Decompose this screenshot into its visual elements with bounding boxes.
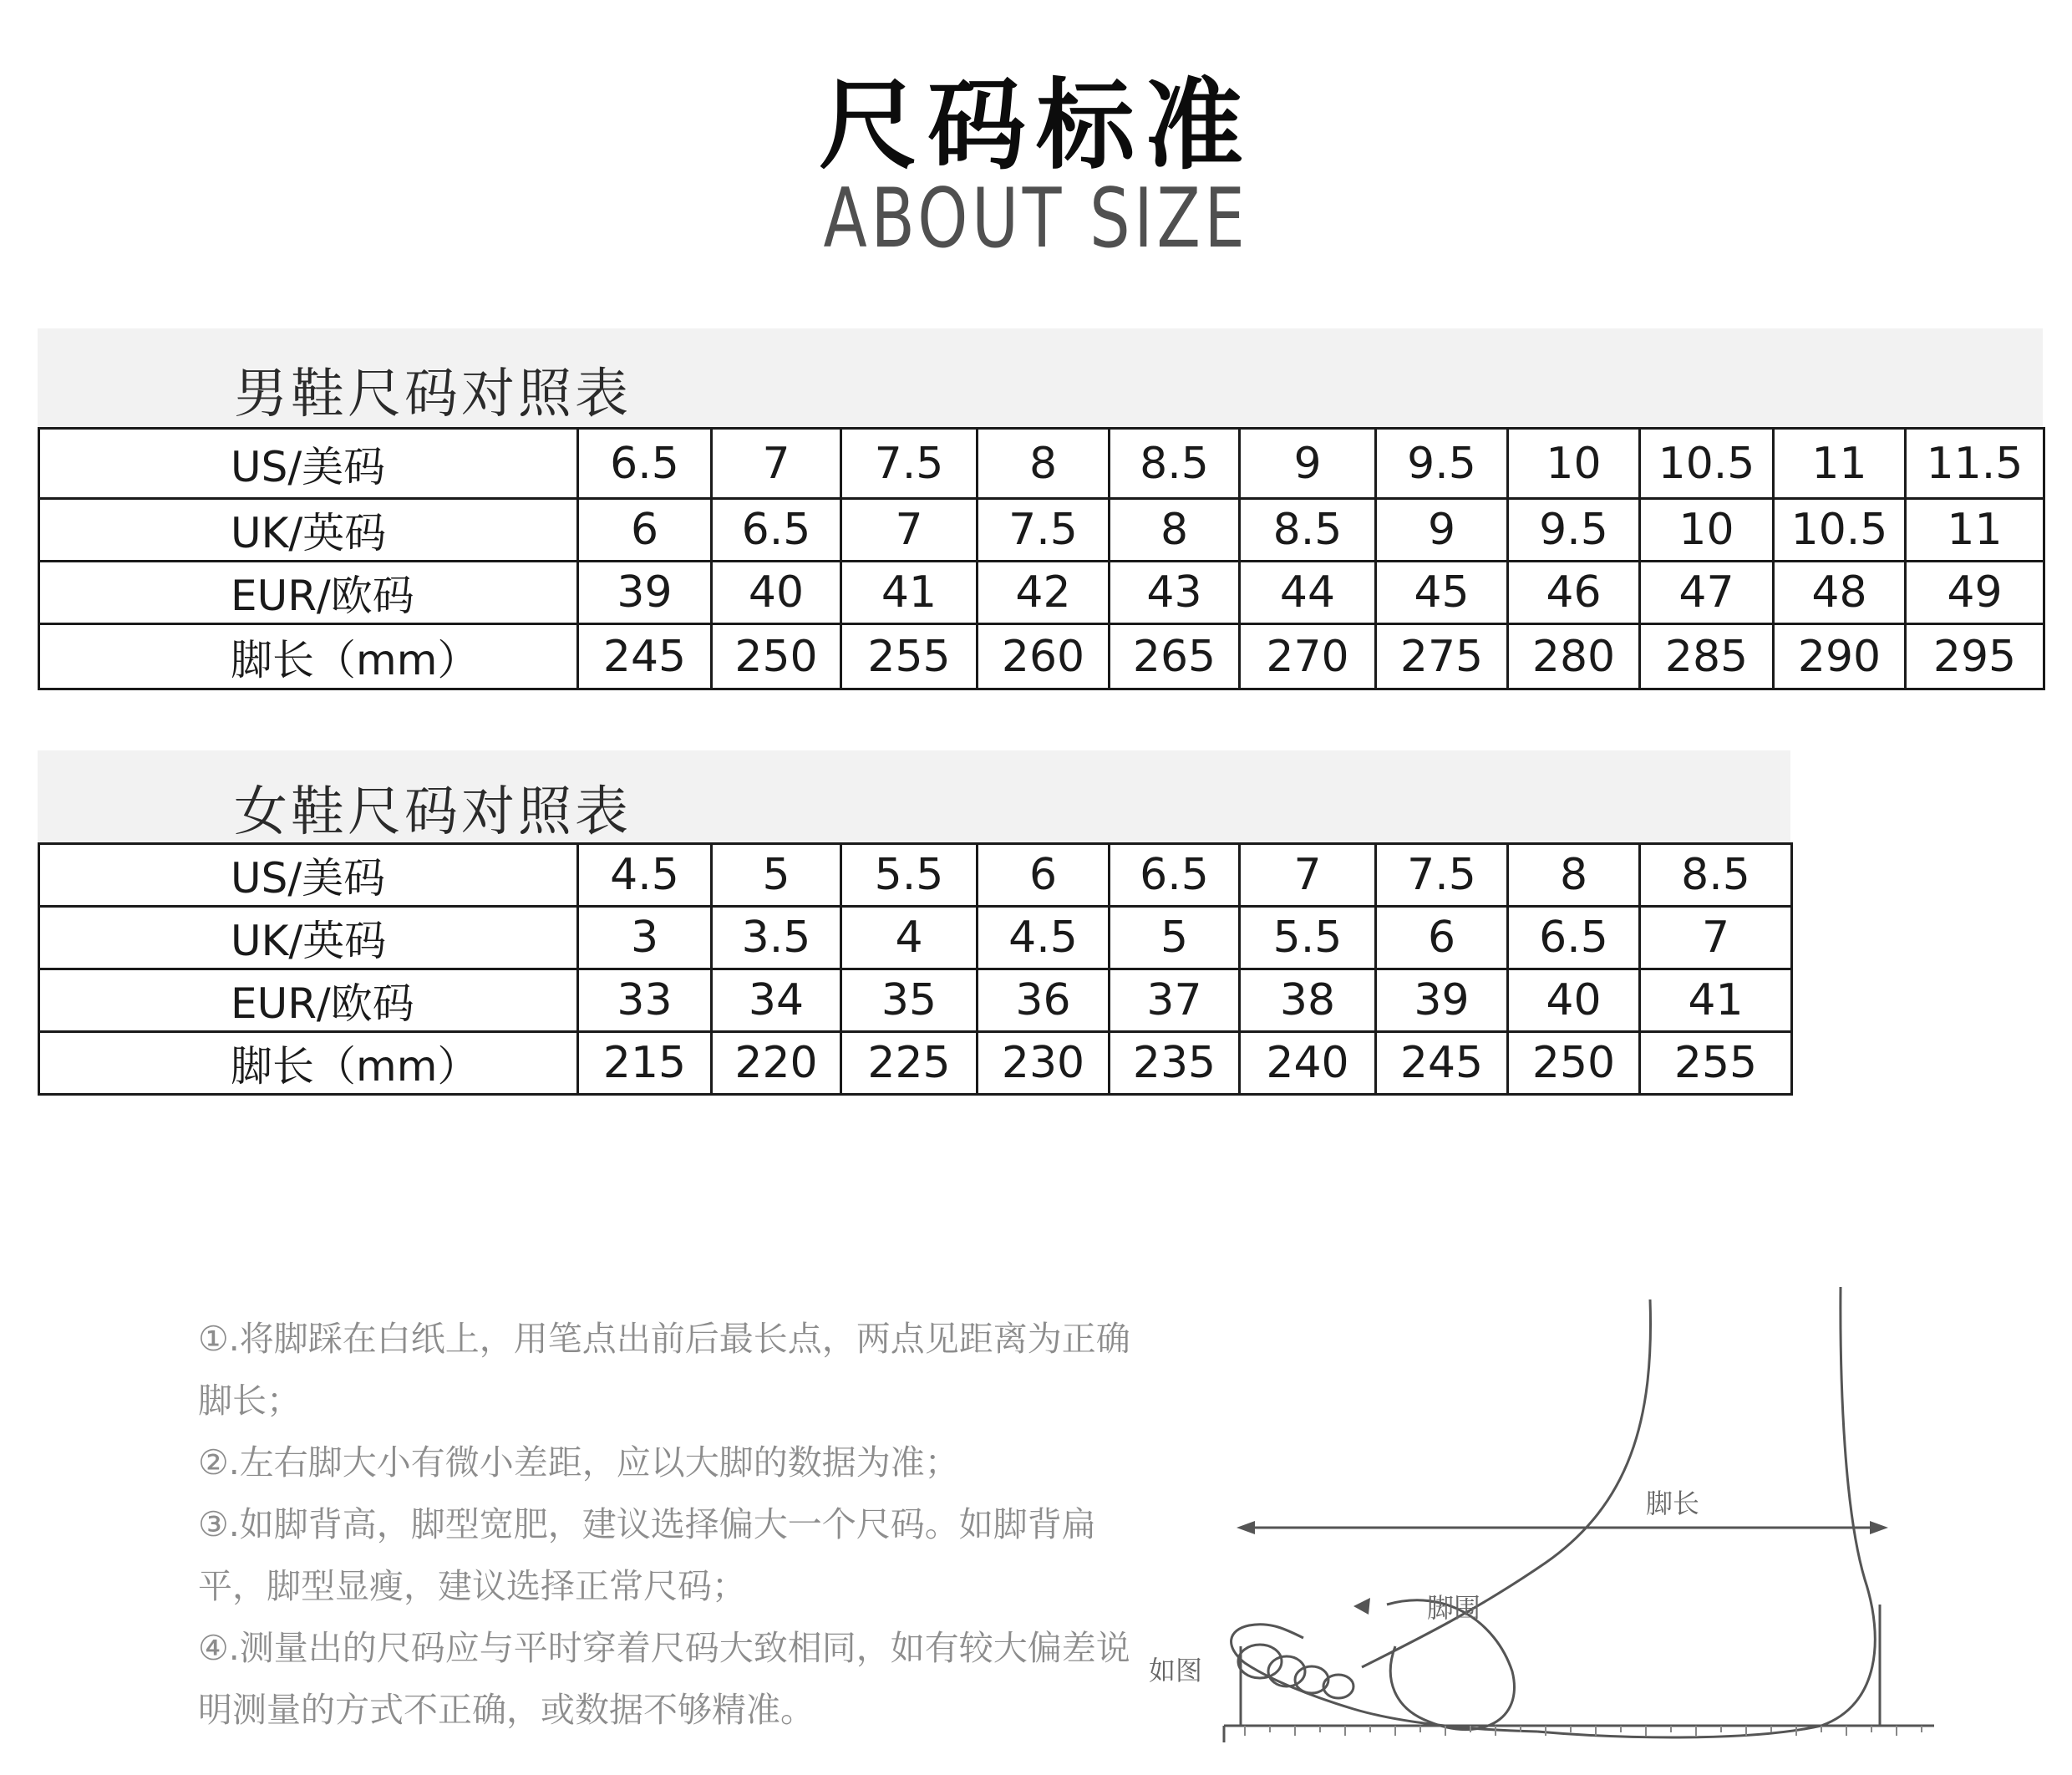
table-cell: 260 [978,624,1110,689]
table-cell: 230 [978,1032,1110,1095]
table-cell: 9 [1240,429,1376,499]
diagram-caption: 如图 [1149,1655,1203,1686]
girth-label: 脚围 [1427,1592,1481,1624]
table-cell: 43 [1110,562,1240,624]
men-size-table [38,427,2045,690]
table-cell: 9.5 [1508,499,1640,562]
table-cell: 6 [978,844,1110,907]
page-subtitle: ABOUT SIZE [823,171,1249,267]
table-cell: 9.5 [1376,429,1508,499]
table-cell: 5 [712,844,841,907]
table-cell: 275 [1376,624,1508,689]
table-cell: 5.5 [1240,907,1376,969]
table-cell: 6.5 [1508,907,1640,969]
table-cell: 10 [1508,429,1640,499]
row-header: UK/英码 [39,499,578,562]
table-row [39,499,2044,562]
table-cell: 36 [978,969,1110,1032]
page-title: 尺码标准 [818,68,1253,183]
table-cell: 6 [1376,907,1508,969]
table-cell: 250 [1508,1032,1640,1095]
table-cell: 34 [712,969,841,1032]
table-cell: 6.5 [712,499,841,562]
table-cell: 4.5 [578,844,712,907]
table-cell: 10 [1640,499,1774,562]
foot-measure-icon [1145,1287,1963,1755]
table-cell: 7.5 [841,429,978,499]
table-cell: 46 [1508,562,1640,624]
table-cell: 8.5 [1640,844,1792,907]
table-cell: 255 [1640,1032,1792,1095]
table-row [39,624,2044,689]
row-header: 脚长（mm） [39,1032,578,1095]
table-cell: 11 [1906,499,2044,562]
table-cell: 5 [1110,907,1240,969]
table-cell: 7 [841,499,978,562]
table-cell: 255 [841,624,978,689]
row-header: US/美码 [39,429,578,499]
table-cell: 7 [1240,844,1376,907]
table-cell: 235 [1110,1032,1240,1095]
table-cell: 6 [578,499,712,562]
table-cell: 8 [1110,499,1240,562]
table-cell: 11 [1774,429,1906,499]
table-cell: 220 [712,1032,841,1095]
row-header: 脚长（mm） [39,624,578,689]
table-cell: 5.5 [841,844,978,907]
table-cell: 8 [1508,844,1640,907]
length-label: 脚长 [1646,1488,1700,1519]
note-item: ①.将脚踩在白纸上，用笔点出前后最长点，两点见距离为正确脚长； [198,1319,1130,1421]
table-cell: 10.5 [1640,429,1774,499]
table-row [39,562,2044,624]
table-cell: 295 [1906,624,2044,689]
table-cell: 270 [1240,624,1376,689]
table-cell: 6.5 [578,429,712,499]
table-cell: 45 [1376,562,1508,624]
table-row [39,969,1792,1032]
table-cell: 37 [1110,969,1240,1032]
table-cell: 39 [1376,969,1508,1032]
table-cell: 3 [578,907,712,969]
table-cell: 285 [1640,624,1774,689]
table-cell: 225 [841,1032,978,1095]
row-header: UK/英码 [39,907,578,969]
table-cell: 48 [1774,562,1906,624]
table-cell: 44 [1240,562,1376,624]
table-cell: 40 [712,562,841,624]
table-cell: 4 [841,907,978,969]
table-cell: 7.5 [978,499,1110,562]
table-cell: 8.5 [1110,429,1240,499]
women-size-table [38,842,1793,1096]
row-header: EUR/欧码 [39,562,578,624]
table-cell: 47 [1640,562,1774,624]
table-row [39,844,1792,907]
table-cell: 245 [578,624,712,689]
note-item: ②.左右脚大小有微小差距，应以大脚的数据为准； [198,1442,959,1483]
table-cell: 11.5 [1906,429,2044,499]
measurement-notes [198,1308,1142,1741]
table-cell: 38 [1240,969,1376,1032]
table-cell: 240 [1240,1032,1376,1095]
table-cell: 35 [841,969,978,1032]
table-cell: 42 [978,562,1110,624]
table-row [39,1032,1792,1095]
table-cell: 265 [1110,624,1240,689]
table-cell: 7 [712,429,841,499]
table-cell: 41 [1640,969,1792,1032]
row-header: US/美码 [39,844,578,907]
table-cell: 39 [578,562,712,624]
men-table-caption: 男鞋尺码对照表 [234,364,632,425]
table-cell: 41 [841,562,978,624]
table-cell: 6.5 [1110,844,1240,907]
table-cell: 290 [1774,624,1906,689]
women-table-caption: 女鞋尺码对照表 [234,781,632,843]
note-item: ③.如脚背高，脚型宽肥，建议选择偏大一个尺码。如脚背扁平，脚型显瘦，建议选择正常尺码； [198,1504,1096,1606]
table-row [39,907,1792,969]
table-cell: 10.5 [1774,499,1906,562]
table-cell: 49 [1906,562,2044,624]
table-cell: 9 [1376,499,1508,562]
row-header: EUR/欧码 [39,969,578,1032]
table-cell: 3.5 [712,907,841,969]
note-item: ④.测量出的尺码应与平时穿着尺码大致相同，如有较大偏差说明测量的方式不正确，或数据不够精准。 [198,1628,1130,1730]
table-cell: 215 [578,1032,712,1095]
table-cell: 245 [1376,1032,1508,1095]
table-cell: 40 [1508,969,1640,1032]
table-cell: 8 [978,429,1110,499]
table-cell: 250 [712,624,841,689]
table-cell: 7 [1640,907,1792,969]
table-cell: 4.5 [978,907,1110,969]
table-row [39,429,2044,499]
table-cell: 280 [1508,624,1640,689]
table-cell: 33 [578,969,712,1032]
table-cell: 8.5 [1240,499,1376,562]
table-cell: 7.5 [1376,844,1508,907]
